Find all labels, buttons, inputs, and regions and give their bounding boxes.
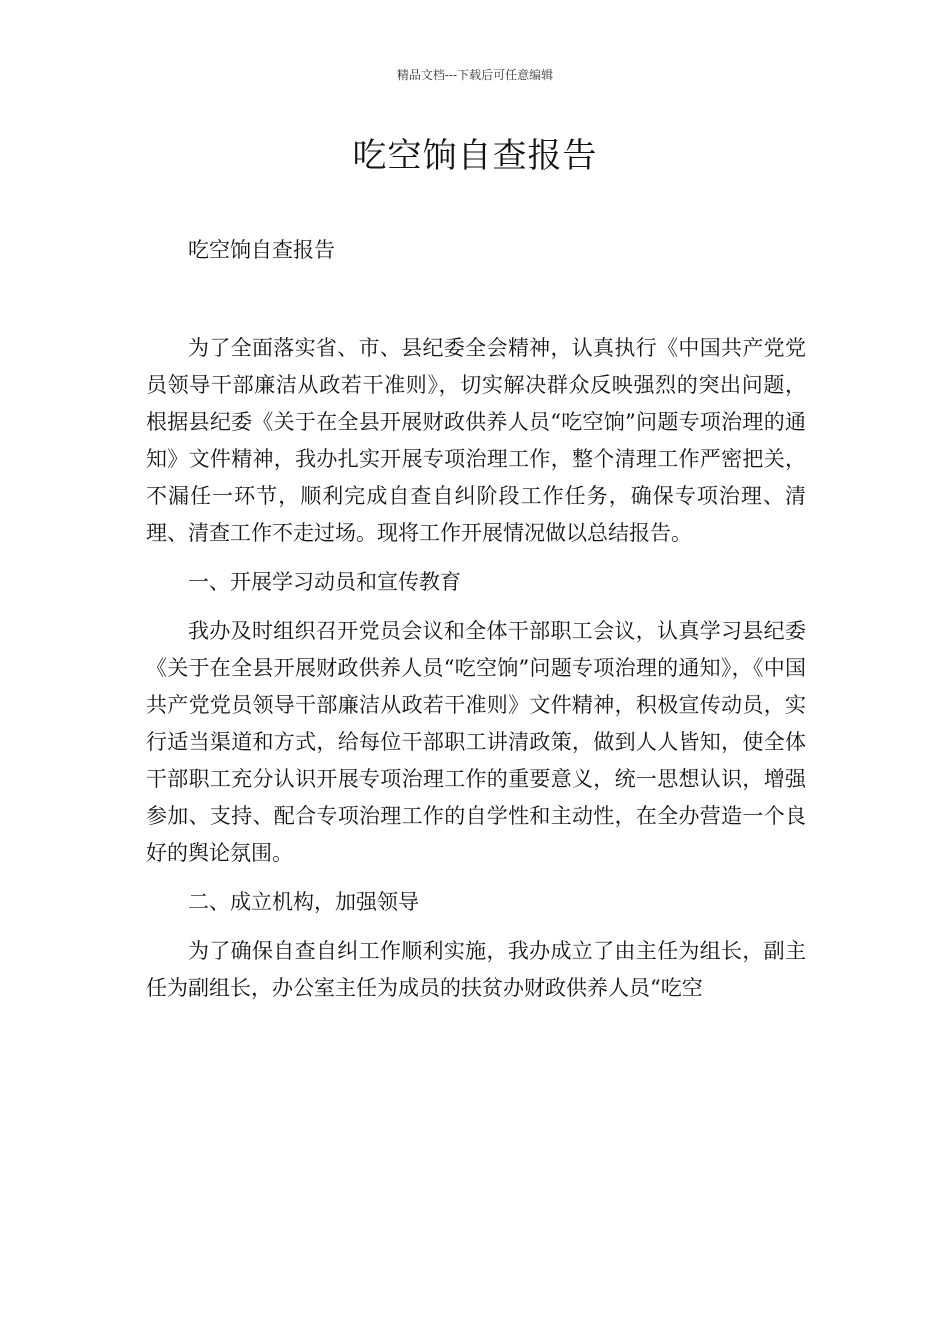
paragraph-intro: 为了全面落实省、市、县纪委全会精神，认真执行《中国共产党党员领导干部廉洁从政若干准则》，切实解决群众反映强烈的突出问题，根据县纪委《关于在全县开展财政供养人员“吃空饷”问题专项治理的通知》文件精神，我办扎实开展专项治理工作，整个清理工作严密把关，不漏任一环节，顺利完成自查自纠阶段工作任务，确保专项治理、清理、清查工作不走过场。现将工作开展情况做以总结报告。 <box>146 336 806 545</box>
paragraph-section-1: 我办及时组织召开党员会议和全体干部职工会议，认真学习县纪委《关于在全县开展财政供养人员“吃空饷”问题专项治理的通知》，《中国共产党党员领导干部廉洁从政若干准则》文件精神，积极宣传动员，实行适当渠道和方式，给每位干部职工讲清政策，做到人人皆知，使全体干部职工充分认识开展专项治理工作的重要意义，统一思想认识，增强参加、支持、配合专项治理工作的自学性和主动性，在全办营造一个良好的舆论氛围。 <box>146 619 806 865</box>
document-body <box>146 232 806 1007</box>
document-title: 吃空饷自查报告 <box>352 136 598 176</box>
paragraph-section-2: 为了确保自查自纠工作顺利实施，我办成立了由主任为组长，副主任为副组长，办公室主任为成员的扶贫办财政供养人员“吃空 <box>146 939 806 1000</box>
section-heading-2: 二、成立机构，加强领导 <box>188 890 419 914</box>
section-heading-1: 一、开展学习动员和宣传教育 <box>188 570 461 594</box>
header-note: 精品文档---下载后可任意编辑 <box>396 68 554 82</box>
document-subtitle: 吃空饷自查报告 <box>188 238 335 262</box>
